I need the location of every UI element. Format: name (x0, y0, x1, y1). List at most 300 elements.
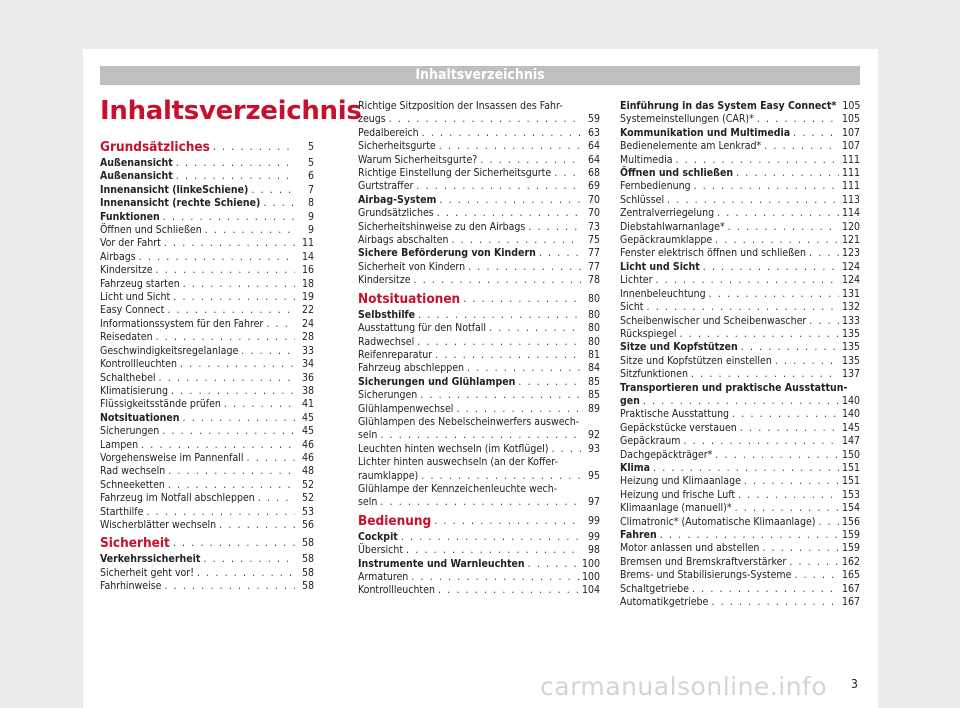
toc-entry[interactable] (100, 465, 314, 478)
toc-entry-title: Airbag-System (358, 193, 437, 206)
toc-entry[interactable] (620, 288, 860, 301)
toc-entry-page: 159 (841, 529, 860, 541)
toc-entry-page: 11 (301, 237, 314, 250)
toc-entry-page: 92 (587, 429, 600, 442)
toc-entry[interactable] (100, 553, 314, 566)
toc-entry[interactable] (620, 542, 860, 555)
toc-entry[interactable] (100, 251, 314, 264)
toc-entry-title: Öffnen und schließen (620, 167, 734, 180)
toc-entry[interactable] (358, 389, 600, 402)
toc-entry-wrap: Richtige Sitzposition der Insassen des Fahr- (358, 100, 563, 112)
toc-entry-page: 93 (587, 442, 600, 455)
toc-entry-page: 38 (301, 384, 314, 397)
toc-entry-page: 84 (587, 362, 600, 375)
toc-dot-leader (164, 580, 295, 593)
toc-entry-title: Innenansicht (linkeSchiene) (100, 183, 249, 196)
toc-entry[interactable] (100, 398, 314, 411)
toc-dot-leader (793, 127, 839, 140)
toc-entry[interactable] (620, 113, 860, 126)
toc-entry[interactable] (358, 207, 600, 220)
toc-dot-leader (809, 247, 839, 260)
toc-entry-page: 5 (307, 141, 314, 153)
toc-dot-leader (205, 224, 295, 237)
toc-dot-leader (715, 449, 839, 462)
toc-column-1 (100, 136, 314, 594)
toc-entry[interactable] (100, 567, 314, 580)
toc-entry[interactable] (620, 180, 860, 193)
toc-entry[interactable] (358, 261, 600, 274)
toc-entry[interactable] (100, 372, 314, 385)
toc-entry-page: 22 (301, 304, 314, 317)
toc-entry-title: Bedienelemente am Lenkrad* (620, 140, 762, 153)
toc-entry-page: 151 (841, 475, 860, 488)
toc-entry-page: 7 (307, 183, 314, 196)
toc-entry[interactable] (620, 368, 860, 381)
toc-entry[interactable] (358, 362, 600, 375)
toc-entry-page: 85 (587, 375, 600, 388)
toc-dot-leader (643, 395, 839, 408)
toc-entry[interactable] (620, 154, 860, 167)
toc-entry[interactable] (358, 247, 600, 260)
toc-entry-page: 107 (841, 140, 860, 153)
toc-entry-page: 135 (841, 327, 860, 340)
toc-entry-page: 111 (841, 180, 860, 193)
toc-dot-leader (467, 362, 581, 375)
toc-entry-title: Fenster elektrisch öffnen und schließen (620, 247, 806, 260)
toc-dot-leader (717, 207, 839, 220)
toc-entry[interactable] (100, 580, 314, 593)
toc-entry[interactable] (100, 331, 314, 344)
toc-entry-title: Bremsen und Bremskraftverstärker (620, 555, 787, 568)
toc-entry[interactable] (358, 274, 600, 287)
toc-entry-title: Kontrollleuchten (100, 358, 177, 371)
toc-dot-leader (789, 556, 839, 569)
toc-entry[interactable] (358, 443, 600, 456)
toc-dot-leader (156, 264, 295, 277)
toc-entry-title: Funktionen (100, 210, 160, 223)
toc-entry-title: Kindersitze (358, 274, 411, 287)
toc-dot-leader (418, 309, 581, 322)
toc-entry[interactable] (358, 154, 600, 167)
toc-entry-title: Fahren (620, 529, 657, 541)
toc-dot-leader (183, 278, 295, 291)
toc-entry-page: 34 (301, 358, 314, 371)
toc-dot-leader (241, 345, 295, 358)
toc-entry-page: 41 (301, 398, 314, 411)
toc-dot-leader (422, 127, 581, 140)
toc-entry-title: Sicherungen und Glühlampen (358, 375, 516, 388)
toc-entry[interactable] (100, 358, 314, 371)
toc-entry-page: 80 (587, 322, 600, 335)
toc-entry[interactable] (620, 328, 860, 341)
toc-dot-leader (818, 516, 838, 529)
toc-dot-leader (197, 567, 295, 580)
toc-entry-title: Ausstattung für den Notfall (358, 322, 487, 335)
toc-entry-title: Vor der Fahrt (100, 237, 161, 250)
toc-entry-title: Fernbedienung (620, 180, 691, 193)
toc-entry-page: 99 (587, 514, 600, 527)
toc-entry[interactable] (620, 274, 860, 287)
toc-entry-page: 70 (587, 207, 600, 220)
toc-entry[interactable] (358, 349, 600, 362)
toc-entry[interactable] (620, 140, 860, 153)
toc-dot-leader (683, 435, 839, 448)
toc-entry-page: 52 (301, 478, 314, 491)
toc-entry[interactable] (100, 452, 314, 465)
toc-entry-page: 137 (841, 368, 860, 381)
toc-entry-page: 16 (301, 264, 314, 277)
toc-entry-wrap: Glühlampen des Nebelscheinwerfers auswech- (358, 415, 580, 428)
toc-entry-title: Kindersitze (100, 264, 153, 277)
toc-entry-title: Gurtstraffer (358, 180, 414, 193)
toc-entry-page: 9 (307, 210, 314, 223)
toc-entry-title: Wischerblätter wechseln (100, 518, 217, 531)
toc-entry-page: 58 (301, 566, 314, 579)
toc-entry-title: Innenansicht (rechte Schiene) (100, 197, 261, 210)
toc-entry[interactable] (100, 264, 314, 277)
toc-dot-leader (435, 349, 581, 362)
toc-entry[interactable] (620, 234, 860, 247)
toc-entry-page: 18 (301, 277, 314, 290)
toc-entry[interactable] (620, 583, 860, 596)
toc-dot-leader (439, 194, 581, 207)
toc-dot-leader (411, 571, 579, 584)
toc-entry[interactable] (358, 234, 600, 247)
toc-entry[interactable] (358, 584, 600, 597)
toc-entry[interactable] (100, 237, 314, 250)
toc-entry-page: 107 (841, 126, 860, 139)
toc-entry[interactable] (358, 127, 600, 140)
toc-entry[interactable] (358, 113, 600, 126)
toc-entry-title: Pedalbereich (358, 126, 419, 139)
toc-entry-page: 121 (841, 234, 860, 247)
toc-entry[interactable] (100, 345, 314, 358)
toc-entry-page: 114 (841, 207, 860, 220)
toc-entry[interactable] (620, 315, 860, 328)
toc-entry-page: 78 (587, 274, 600, 287)
toc-entry-page: 45 (301, 425, 314, 438)
toc-dot-leader (389, 113, 581, 126)
toc-entry-title: Sitzfunktionen (620, 368, 688, 381)
toc-entry-title: Sicherheitsgurte (358, 140, 436, 153)
toc-dot-leader (680, 328, 839, 341)
toc-entry-title: Warum Sicherheitsgurte? (358, 153, 478, 166)
toc-entry-page: 156 (841, 515, 860, 528)
toc-entry[interactable] (100, 278, 314, 291)
toc-dot-leader (180, 358, 295, 371)
toc-entry[interactable] (100, 170, 314, 183)
toc-entry-page: 14 (301, 250, 314, 263)
toc-entry[interactable] (100, 291, 314, 304)
toc-entry[interactable] (358, 496, 600, 509)
toc-entry-page: 100 (581, 571, 600, 583)
toc-entry[interactable] (358, 403, 600, 416)
toc-entry-page: 9 (307, 224, 314, 237)
toc-entry[interactable] (358, 167, 600, 180)
toc-entry-wrap: Glühlampe der Kennzeichenleuchte wech- (358, 482, 558, 495)
toc-entry-title: Sicherungen (358, 389, 418, 402)
toc-entry-title: Dachgepäckträger* (620, 448, 713, 461)
toc-dot-leader (794, 569, 839, 582)
toc-dot-leader (676, 154, 839, 167)
toc-entry-title: seln (358, 429, 378, 442)
toc-entry[interactable] (100, 318, 314, 331)
toc-section-heading[interactable] (100, 535, 314, 551)
toc-dot-leader (224, 398, 295, 411)
toc-dot-leader (162, 425, 295, 438)
toc-section-heading[interactable] (358, 291, 600, 307)
toc-entry-page: 80 (587, 292, 600, 305)
toc-entry-page: 159 (841, 542, 860, 555)
toc-entry[interactable] (100, 184, 314, 197)
toc-dot-leader (438, 584, 579, 597)
toc-entry-page: 80 (587, 308, 600, 321)
toc-entry-title: Geschwindigkeitsregelanlage (100, 344, 239, 357)
toc-entry-title: Easy Connect (100, 304, 165, 317)
toc-entry[interactable] (620, 489, 860, 502)
toc-entry-title: Leuchten hinten wechseln (im Kotflügel) (358, 442, 549, 455)
toc-entry-title: Flüssigkeitsstände prüfen (100, 398, 221, 411)
toc-section-heading[interactable] (100, 139, 314, 155)
toc-dot-leader (141, 439, 295, 452)
toc-entry[interactable] (100, 479, 314, 492)
toc-dot-leader (183, 412, 296, 425)
page-title: Inhaltsverzeichnis (100, 96, 362, 126)
toc-entry-title: Sichere Beförderung von Kindern (358, 247, 536, 260)
toc-entry[interactable] (620, 395, 860, 408)
toc-entry[interactable] (620, 556, 860, 569)
toc-entry[interactable] (100, 304, 314, 317)
toc-entry[interactable] (100, 439, 314, 452)
toc-dot-leader (406, 544, 581, 557)
toc-entry-title: Verkehrssicherheit (100, 553, 201, 566)
toc-entry-title: Notsituationen (100, 411, 180, 424)
toc-entry-page: 58 (301, 537, 314, 550)
toc-dot-leader (173, 535, 295, 551)
toc-entry-title: raumklappe) (358, 469, 419, 482)
toc-entry-page: 167 (841, 596, 860, 609)
toc-entry-page: 140 (841, 394, 860, 407)
toc-dot-leader (741, 341, 839, 354)
toc-entry-title: Gepäckstücke verstauen (620, 421, 737, 434)
toc-entry-page: 68 (587, 167, 600, 180)
toc-entry-title: Rad wechseln (100, 465, 166, 478)
toc-entry[interactable] (620, 247, 860, 260)
toc-dot-leader (709, 288, 839, 301)
toc-entry-title: Sicht (620, 301, 644, 314)
toc-entry-title: Sicherheitshinweise zu den Airbags (358, 220, 526, 233)
toc-entry[interactable] (620, 207, 860, 220)
toc-dot-leader (168, 465, 295, 478)
toc-entry[interactable] (620, 355, 860, 368)
toc-entry[interactable] (100, 519, 314, 532)
toc-entry-page: 135 (841, 341, 860, 354)
toc-dot-leader (266, 318, 295, 331)
toc-entry-title: Grundsätzliches (100, 139, 210, 155)
toc-dot-leader (715, 234, 839, 247)
toc-entry-title: Glühlampenwechsel (358, 402, 454, 415)
toc-entry[interactable] (620, 422, 860, 435)
toc-entry-title: Airbags abschalten (358, 234, 449, 247)
toc-entry-title: Starthilfe (100, 505, 144, 518)
toc-entry-title: Grundsätzliches (358, 207, 434, 220)
toc-dot-leader (691, 368, 839, 381)
toc-entry[interactable] (358, 470, 600, 483)
toc-entry-title: Lichter (620, 274, 653, 287)
toc-entry-page: 46 (301, 451, 314, 464)
toc-entry-title: Reifenreparatur (358, 348, 433, 361)
toc-dot-leader (421, 470, 581, 483)
toc-dot-leader (416, 180, 581, 193)
toc-entry[interactable] (620, 408, 860, 421)
toc-dot-leader (738, 489, 839, 502)
toc-entry[interactable] (100, 211, 314, 224)
toc-entry[interactable] (358, 180, 600, 193)
toc-entry-page: 64 (587, 153, 600, 166)
toc-entry[interactable] (620, 569, 860, 582)
toc-dot-leader (251, 184, 295, 197)
toc-entry-page: 100 (581, 557, 600, 570)
toc-dot-leader (480, 154, 581, 167)
toc-dot-leader (163, 211, 295, 224)
toc-entry-title: Notsituationen (358, 290, 461, 307)
toc-entry-title: Cockpit (358, 530, 398, 543)
toc-entry[interactable] (620, 596, 860, 609)
toc-entry[interactable] (620, 261, 860, 274)
toc-entry[interactable] (620, 475, 860, 488)
toc-entry[interactable] (100, 385, 314, 398)
toc-entry-title: Praktische Ausstattung (620, 408, 730, 421)
toc-entry-page: 52 (301, 492, 314, 505)
toc-entry[interactable] (100, 224, 314, 237)
toc-entry-page: 77 (587, 247, 600, 260)
toc-dot-leader (660, 529, 839, 542)
toc-entry[interactable] (620, 221, 860, 234)
toc-entry[interactable] (620, 100, 860, 113)
toc-entry-title: Multimedia (620, 153, 673, 166)
toc-entry-page: 56 (301, 518, 314, 531)
toc-entry-title: gen (620, 394, 640, 407)
toc-dot-leader (775, 355, 839, 368)
toc-dot-leader (434, 513, 581, 529)
toc-entry-title: Gepäckraum (620, 435, 681, 448)
toc-dot-leader (468, 261, 581, 274)
toc-entry[interactable] (620, 435, 860, 448)
toc-entry-page: 75 (587, 234, 600, 247)
toc-entry[interactable] (358, 558, 600, 571)
toc-entry[interactable] (100, 157, 314, 170)
watermark: carmanualsonline.info (540, 672, 828, 701)
toc-entry[interactable] (358, 336, 600, 349)
toc-dot-leader (551, 443, 581, 456)
toc-entry[interactable] (358, 531, 600, 544)
toc-entry-page: 81 (587, 348, 600, 361)
toc-dot-leader (156, 331, 295, 344)
toc-entry-title: Automatikgetriebe (620, 596, 709, 609)
toc-entry[interactable] (358, 429, 600, 442)
toc-dot-leader (655, 274, 839, 287)
toc-entry-page: 69 (587, 180, 600, 193)
toc-entry-title: Kontrollleuchten (358, 584, 435, 597)
toc-entry-page: 53 (301, 505, 314, 518)
toc-entry-page: 59 (587, 113, 600, 126)
toc-dot-leader (692, 583, 839, 596)
toc-entry-title: Klima (620, 461, 651, 474)
toc-entry-page: 99 (587, 530, 600, 543)
toc-entry-title: Schneeketten (100, 478, 165, 491)
toc-entry[interactable] (100, 425, 314, 438)
toc-entry[interactable] (620, 529, 860, 542)
toc-section-heading[interactable] (358, 513, 600, 529)
toc-entry-title: Airbags (100, 250, 136, 263)
toc-dot-leader (380, 429, 581, 442)
toc-entry-page: 98 (587, 544, 600, 557)
toc-entry[interactable] (100, 412, 314, 425)
toc-entry[interactable] (620, 167, 860, 180)
toc-entry-title: Vorgehensweise im Pannenfall (100, 451, 244, 464)
toc-entry-title: Sitze und Kopfstützen einstellen (620, 354, 772, 367)
toc-entry[interactable] (358, 194, 600, 207)
toc-entry[interactable] (620, 502, 860, 515)
toc-column-3 (620, 100, 860, 609)
toc-entry-page: 97 (587, 496, 600, 509)
toc-entry-title: Scheibenwischer und Scheibenwascher (620, 314, 807, 327)
toc-entry[interactable] (358, 221, 600, 234)
toc-entry[interactable] (620, 341, 860, 354)
toc-entry[interactable] (620, 301, 860, 314)
toc-dot-leader (159, 372, 295, 385)
toc-entry-title: Instrumente und Warnleuchten (358, 557, 525, 570)
toc-entry[interactable] (100, 492, 314, 505)
toc-entry-page: 124 (841, 260, 860, 273)
toc-entry[interactable] (620, 449, 860, 462)
toc-dot-leader (401, 531, 581, 544)
toc-entry[interactable] (358, 140, 600, 153)
toc-entry[interactable] (620, 462, 860, 475)
toc-dot-leader (451, 234, 581, 247)
toc-dot-leader (176, 157, 295, 170)
toc-entry-title: Klimatisierung (100, 384, 168, 397)
toc-entry-page: 113 (841, 193, 860, 206)
toc-entry-title: Schlüssel (620, 193, 665, 206)
toc-entry-title: Gepäckraumklappe (620, 234, 713, 247)
toc-entry[interactable] (100, 197, 314, 210)
toc-entry-wrap: Transportieren und praktische Ausstattun- (620, 381, 848, 394)
toc-dot-leader (380, 496, 581, 509)
toc-entry-page: 28 (301, 331, 314, 344)
toc-entry[interactable] (358, 376, 600, 389)
toc-entry[interactable] (620, 127, 860, 140)
toc-entry[interactable] (620, 516, 860, 529)
toc-dot-leader (146, 506, 295, 519)
toc-dot-leader (757, 113, 839, 126)
toc-entry-page: 154 (841, 502, 860, 515)
toc-entry-title: Sicherungen (100, 425, 160, 438)
toc-entry-page: 19 (301, 291, 314, 304)
toc-dot-leader (647, 301, 839, 314)
toc-entry-page: 77 (587, 260, 600, 273)
toc-entry[interactable] (358, 571, 600, 584)
toc-entry[interactable] (100, 506, 314, 519)
toc-entry[interactable] (358, 322, 600, 335)
toc-entry[interactable] (620, 194, 860, 207)
toc-entry-title: Schaltgetriebe (620, 582, 689, 595)
toc-entry[interactable] (358, 544, 600, 557)
toc-dot-leader (735, 502, 839, 515)
toc-entry[interactable] (358, 309, 600, 322)
toc-entry-title: Licht und Sicht (100, 291, 171, 304)
toc-entry-title: Einführung in das System Easy Connect* (620, 100, 837, 112)
